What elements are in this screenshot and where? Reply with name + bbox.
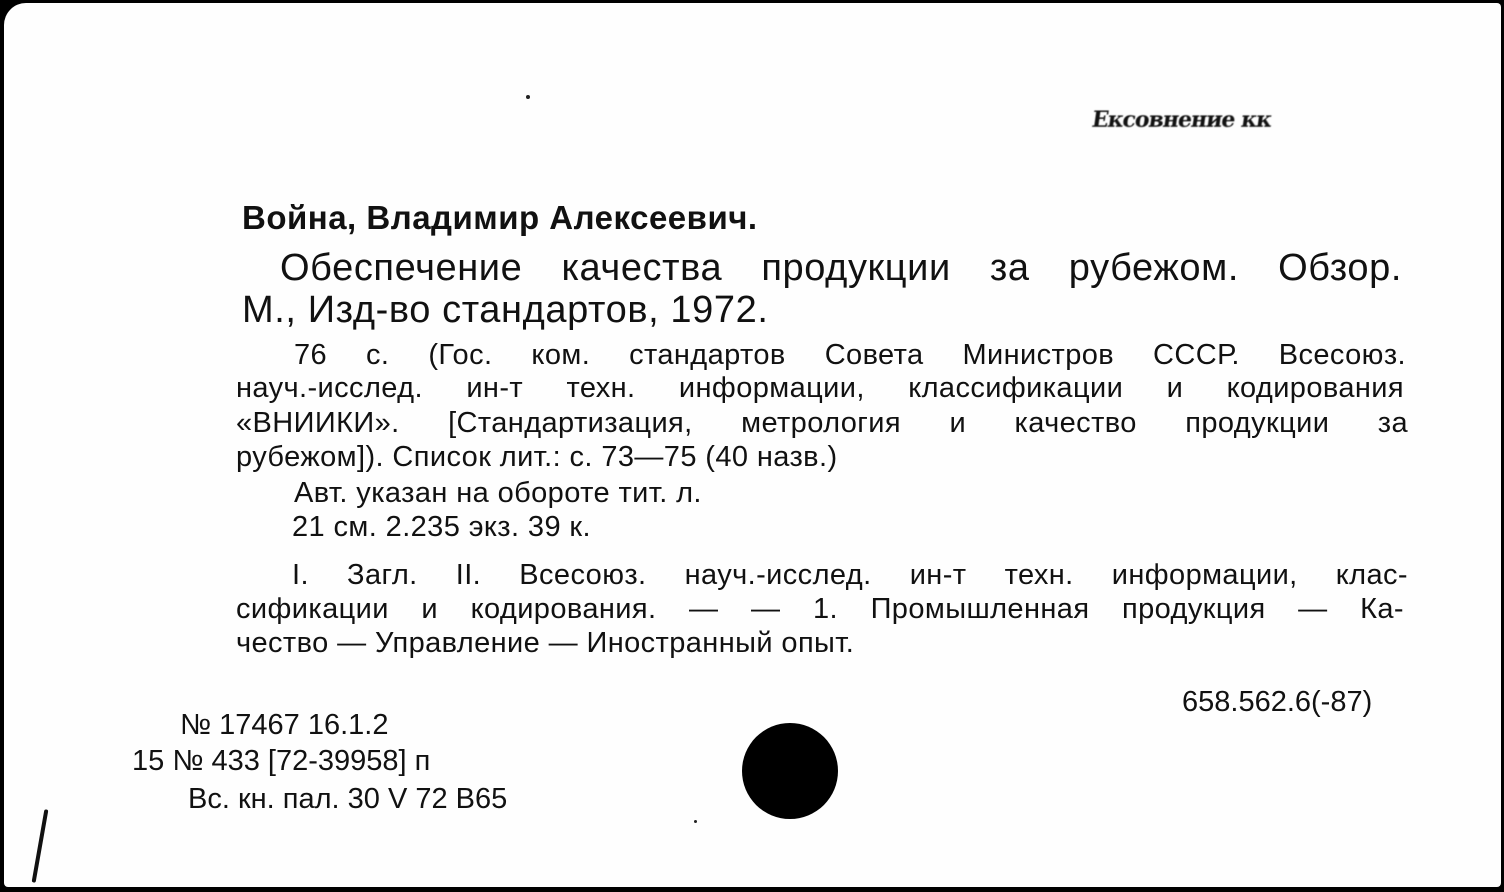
description-line: рубежом]). Список лит.: с. 73—75 (40 назв.) <box>236 441 838 473</box>
udc-number: 658.562.6(-87) <box>1182 686 1373 718</box>
description-line: науч.-исслед. ин-т техн. информации, классификации и кодирования <box>236 372 1404 404</box>
note-line: Авт. указан на обороте тит. л. <box>294 477 702 509</box>
tracing-line: сификации и кодирования. — — 1. Промышленная продукция — Ка- <box>236 593 1404 625</box>
speck <box>694 820 697 823</box>
title-line: Обеспечение качества продукции за рубежом. Обзор. <box>280 247 1402 289</box>
tracing-line: I. Загл. II. Всесоюз. науч.-исслед. ин-т техн. информации, клас- <box>292 559 1408 591</box>
chamber-line: Вс. кн. пал. 30 V 72 В65 <box>188 783 508 815</box>
description-line: 76 с. (Гос. ком. стандартов Совета Министров СССР. Всесоюз. <box>294 339 1406 371</box>
punch-hole <box>742 723 838 819</box>
description-line: «ВНИИКИ». [Стандартизация, метрология и качество продукции за <box>236 407 1408 439</box>
speck <box>526 95 530 99</box>
order-line: 15 № 433 [72-39958] п <box>132 745 431 777</box>
registration-line: № 17467 16.1.2 <box>180 709 389 741</box>
library-stamp: Ексовнение кк <box>1090 107 1273 133</box>
catalog-card <box>4 3 1501 887</box>
author-heading: Война, Владимир Алексеевич. <box>242 199 758 236</box>
tracing-line: чество — Управление — Иностранный опыт. <box>236 627 855 659</box>
imprint-line: М., Изд-во стандартов, 1972. <box>242 289 769 331</box>
pen-mark <box>32 809 49 883</box>
note-line: 21 см. 2.235 экз. 39 к. <box>292 511 591 543</box>
